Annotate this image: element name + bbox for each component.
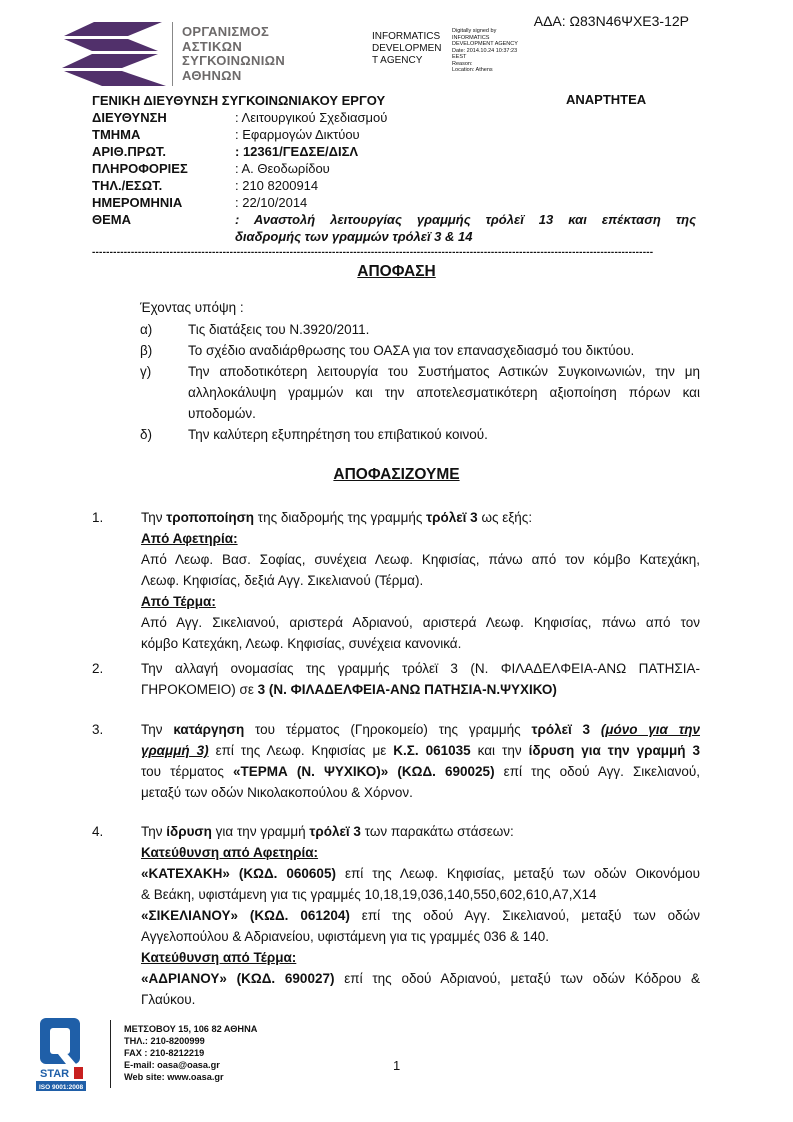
- org-line: ΑΣΤΙΚΩΝ: [182, 38, 243, 54]
- header-row: [92, 143, 696, 160]
- text: της διαδρομής της γραμμής: [254, 510, 427, 525]
- item-line: [141, 740, 700, 761]
- general-directorate: ΓΕΝΙΚΗ ΔΙΕΥΘΥΝΣΗ ΣΥΓΚΟΙΝΩΝΙΑΚΟΥ ΕΡΓΟΥ: [92, 93, 386, 108]
- header-label: ΤΗΛ./ΕΣΩΤ.: [92, 178, 163, 193]
- header-label: ΗΜΕΡΟΜΗΝΙΑ: [92, 195, 183, 210]
- subject-continuation: διαδρομής των γραμμών τρόλεϊ 3 & 14: [235, 229, 473, 244]
- list-item: [140, 340, 700, 361]
- decision-item-2: [141, 658, 700, 700]
- header-label: ΤΜΗΜΑ: [92, 127, 141, 142]
- text-bold: «ΤΕΡΜΑ (Ν. ΨΥΧΙΚΟ)» (ΚΩΔ. 690025): [233, 764, 495, 779]
- org-line: ΟΡΓΑΝΙΣΜΟΣ: [182, 24, 270, 39]
- header-row: [92, 228, 696, 245]
- list-text: Τις διατάξεις του Ν.3920/2011.: [188, 322, 370, 337]
- signer-line: T AGENCY: [372, 55, 423, 66]
- signature-details: [452, 28, 542, 74]
- item-line: [141, 863, 700, 884]
- header-value: : 210 8200914: [235, 178, 319, 193]
- text-bold: τρόλεϊ 3: [426, 510, 478, 525]
- organization-name: [182, 25, 285, 83]
- list-marker: δ): [140, 427, 153, 442]
- decision-title: ΑΠΟΦΑΣΗ: [357, 263, 436, 280]
- header-value: : 22/10/2014: [235, 195, 308, 210]
- text-bold: 3 (Ν. ΦΙΛΑΔΕΛΦΕΙΑ-ΑΝΩ ΠΑΤΗΣΙΑ-Ν.ΨΥΧΙΚΟ): [257, 682, 557, 697]
- text: του τέρματος: [141, 764, 234, 779]
- text-bold-italic: (μόνο για την: [600, 722, 700, 737]
- signer-line: INFORMATICS: [372, 31, 441, 42]
- subheading: Από Αφετηρία:: [141, 531, 238, 546]
- we-decide-title: ΑΠΟΦΑΣΙΖΟΥΜΕ: [333, 466, 460, 483]
- footer-website: Web site: www.oasa.gr: [124, 1072, 224, 1082]
- text: του τέρματος (Γηροκομείο) της γραμμής: [244, 722, 532, 737]
- considerations-list: [140, 319, 700, 445]
- route-line: Από Λεωφ. Βασ. Σοφίας, συνέχεια Λεωφ. Κηφισίας, πάνω από τον κόμβο Κατεχάκη,: [141, 552, 700, 567]
- item-intro: [141, 507, 700, 528]
- logo-divider: [172, 22, 173, 86]
- text: Την: [141, 824, 167, 839]
- subheading: Κατεύθυνση από Τέρμα:: [141, 950, 297, 965]
- item-line: Γλαύκου.: [141, 992, 196, 1007]
- text: [590, 722, 601, 737]
- oasa-logo-icon: [62, 22, 174, 88]
- sig-detail: INFORMATICS: [452, 34, 490, 41]
- document-header: [92, 92, 696, 245]
- stop-name: «ΚΑΤΕΧΑΚΗ» (ΚΩΔ. 060605): [141, 866, 336, 881]
- text-bold: τροποποίηση: [166, 510, 255, 525]
- header-value: : Εφαρμογών Δικτύου: [235, 127, 360, 142]
- header-label: ΑΡΙΘ.ΠΡΩΤ.: [92, 144, 167, 159]
- signer-line: DEVELOPMEN: [372, 43, 442, 54]
- footer-phone: ΤΗΛ.: 210-8200999: [124, 1036, 205, 1046]
- stop-name: «ΣΙΚΕΛΙΑΝΟΥ» (ΚΩΔ. 061204): [141, 908, 350, 923]
- decision-item-1: [141, 507, 700, 654]
- item-number: 2.: [92, 661, 104, 676]
- list-text: Το σχέδιο αναδιάρθρωσης του ΟΑΣΑ για τον επανασχεδιασμό του δικτύου.: [188, 343, 635, 358]
- sig-detail: Reason:: [452, 60, 473, 67]
- list-item: [140, 319, 700, 340]
- text-bold: ίδρυση για την γραμμή 3: [528, 743, 701, 758]
- considering-label: Έχοντας υπόψη :: [140, 300, 244, 315]
- header-label: ΔΙΕΥΘΥΝΣΗ: [92, 110, 167, 125]
- list-item: [140, 424, 700, 445]
- item-number: 1.: [92, 510, 104, 525]
- item-line: [141, 679, 700, 700]
- header-row: [92, 194, 696, 211]
- text-bold: τρόλεϊ 3: [309, 824, 361, 839]
- text: επί της οδού Αδριανού, μεταξύ των οδών Κόδρου &: [334, 971, 700, 986]
- ada-code: ΑΔΑ: Ω83Ν46ΨΧΕ3-12Ρ: [533, 13, 689, 29]
- header-row: [92, 177, 696, 194]
- header-value: : Λειτουργικού Σχεδιασμού: [235, 110, 388, 125]
- cert-brand: STAR: [40, 1068, 70, 1080]
- header-row: [92, 109, 696, 126]
- sig-detail: DEVELOPMENT AGENCY: [452, 41, 518, 47]
- cert-iso: ISO 9001:2008: [39, 1084, 84, 1091]
- text: για την γραμμή: [211, 824, 310, 839]
- org-line: ΑΘΗΝΩΝ: [182, 67, 242, 83]
- item-line: Την αλλαγή ονομασίας της γραμμής τρόλεϊ 3 (Ν. ΦΙΛΑΔΕΛΦΕΙΑ-ΑΝΩ ΠΑΤΗΣΙΑ-: [141, 661, 700, 676]
- subheading: Κατεύθυνση από Αφετηρία:: [141, 845, 319, 860]
- list-marker: γ): [140, 364, 152, 379]
- sig-detail: Digitally signed by: [452, 28, 497, 34]
- sig-detail: Date: 2014.10.24 10:37:23: [452, 47, 518, 54]
- text: ως εξής:: [477, 510, 533, 525]
- list-text: Την καλύτερη εξυπηρέτηση του επιβατικού κοινού.: [188, 427, 488, 442]
- sig-detail: EEST: [452, 54, 467, 60]
- header-label: ΘΕΜΑ: [92, 212, 131, 227]
- text-bold: τρόλεϊ 3: [531, 722, 591, 737]
- subheading: Από Τέρμα:: [141, 594, 216, 609]
- page-number: 1: [393, 1058, 401, 1073]
- header-row: [92, 211, 696, 228]
- footer-email: E-mail: oasa@oasa.gr: [124, 1060, 220, 1070]
- text: των παρακάτω στάσεων:: [360, 824, 514, 839]
- item-line: [141, 968, 700, 989]
- iso-certification-logo-icon: [36, 1018, 88, 1092]
- route-line: Από Αγγ. Σικελιανού, αριστερά Αδριανού, αριστερά Λεωφ. Κηφισίας, πάνω από τον: [141, 615, 700, 630]
- footer-divider: [110, 1020, 111, 1088]
- route-line: Λεωφ. Κηφισίας, δεξιά Αγγ. Σικελιανού (Τέρμα).: [141, 573, 424, 588]
- text: και την: [470, 743, 529, 758]
- org-line: ΣΥΓΚΟΙΝΩΝΙΩΝ: [182, 53, 286, 68]
- list-marker: β): [140, 343, 153, 358]
- subject-value: : Αναστολή λειτουργίας γραμμής τρόλεϊ 13 και επέκταση της: [235, 212, 696, 227]
- list-marker: α): [140, 322, 153, 337]
- list-text: Την αποδοτικότερη λειτουργία του Συστήματος Αστικών Συγκοινωνιών, την μη: [188, 364, 700, 379]
- header-label-blank: [92, 228, 235, 245]
- protocol-number: : 12361/ΓΕΔΣΕ/ΔΙΣΛ: [235, 144, 359, 159]
- text: ΓΗΡΟΚΟΜΕΙΟ) σε: [141, 682, 258, 697]
- decision-item-3: [141, 719, 700, 803]
- footer-fax: FAX : 210-8212219: [124, 1048, 205, 1058]
- text: επί της οδού Αγγ. Σικελιανού,: [494, 764, 701, 779]
- item-line: [141, 719, 700, 740]
- item-line: μεταξύ των οδών Νικολακοπούλου & Χόρνον.: [141, 785, 413, 800]
- text: επί της οδού Αγγ. Σικελιανού, μεταξύ των οδών: [349, 908, 700, 923]
- text: επί της Λεωφ. Κηφισίας με: [208, 743, 394, 758]
- text-bold: ίδρυση: [166, 824, 212, 839]
- item-number: 4.: [92, 824, 104, 839]
- sig-detail: Location: Athens: [452, 67, 493, 73]
- decision-item-4: [141, 821, 700, 1010]
- footer-contact: [124, 1023, 257, 1083]
- text: Την: [141, 510, 167, 525]
- header-row: [92, 126, 696, 143]
- text: επί της Λεωφ. Κηφισίας, μεταξύ των οδών Οικονόμου: [335, 866, 700, 881]
- item-line: Αγγελοπούλου & Αδριανείου, υφιστάμενη για τις γραμμές 036 & 140.: [141, 929, 549, 944]
- list-text: υποδομών.: [188, 406, 256, 421]
- item-number: 3.: [92, 722, 104, 737]
- signature-signer: [372, 31, 442, 67]
- text-bold: κατάργηση: [173, 722, 245, 737]
- separator-line: ---------------------------------------------------------------------------------------------------------------------------------------------------------------: [92, 247, 654, 258]
- item-line: [141, 821, 700, 842]
- header-value: : Α. Θεοδωρίδου: [235, 161, 330, 176]
- item-line: & Βεάκη, υφιστάμενη για τις γραμμές 10,18,19,036,140,550,602,610,Α7,Χ14: [141, 887, 597, 902]
- route-line: κόμβο Κατεχάκη, Λεωφ. Κηφισίας, συνέχεια κανονικά.: [141, 636, 462, 651]
- header-label: ΠΛΗΡΟΦΟΡΙΕΣ: [92, 161, 188, 176]
- posting-label: ΑΝΑΡΤΗΤΕΑ: [566, 92, 647, 107]
- list-text: αλληλοκάλυψη γραμμών και την αποτελεσματικότερη αξιοποίηση πόρων και: [188, 385, 700, 400]
- list-item: [140, 361, 700, 424]
- text-bold-italic: γραμμή 3): [141, 743, 209, 758]
- text: Την: [141, 722, 174, 737]
- stop-name: «ΑΔΡΙΑΝΟΥ» (ΚΩΔ. 690027): [141, 971, 335, 986]
- text-bold: Κ.Σ. 061035: [393, 743, 471, 758]
- header-row: [92, 160, 696, 177]
- item-line: [141, 905, 700, 926]
- item-line: [141, 761, 700, 782]
- footer-address: ΜΕΤΣΟΒΟΥ 15, 106 82 ΑΘΗΝΑ: [124, 1024, 258, 1034]
